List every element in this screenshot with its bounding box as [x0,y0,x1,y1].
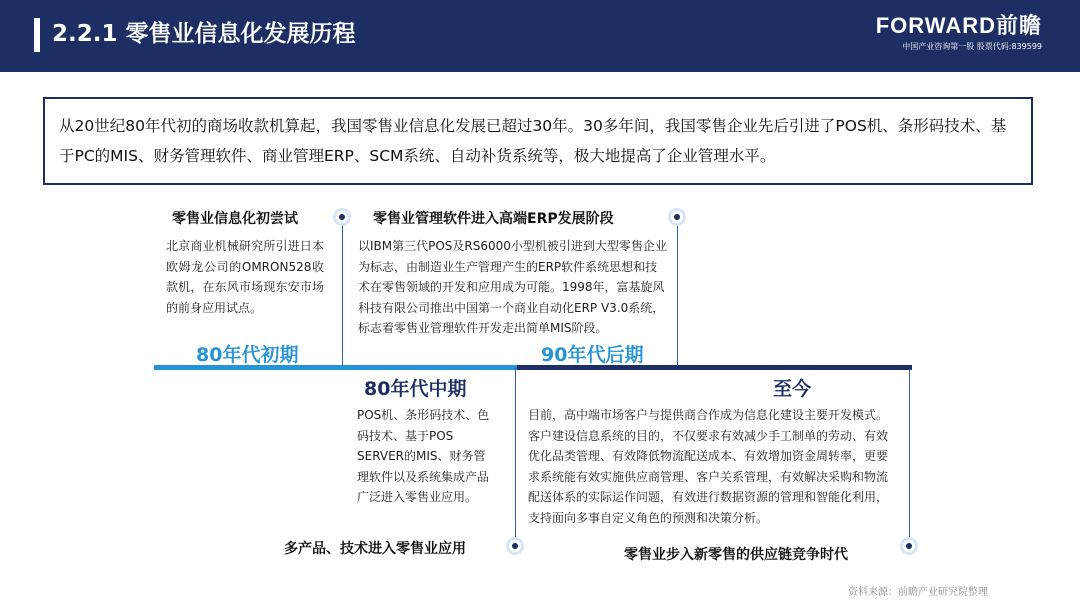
header-bar [0,0,1080,72]
timeline-dot-now [900,537,918,555]
timeline-dot-80s-early [333,208,351,226]
page-title: 2.2.1 零售业信息化发展历程 [52,21,356,47]
stage-body-80s-early: 北京商业机械研究所引进日本欧姆龙公司的OMRON528收款机，在东风市场现东安市场的前身应用试点。 [166,239,324,315]
connector-90s-late [677,218,678,366]
era-label-90s-late: 90年代后期 [541,344,644,366]
intro-box: 从20世纪80年代初的商场收款机算起，我国零售业信息化发展已超过30年。30多年间，我国零售企业先后引进了POS机、条形码技术、基于PC的MIS、财务管理软件、商业管理ERP、SCM系统、自动补货系统等，极大地提高了企业管理水平。 [43,97,1033,185]
stage-title-90s-late: 零售业管理软件进入高端ERP发展阶段 [373,211,614,227]
title-accent [34,18,40,52]
brand-tagline: 中国产业咨询第一股 股票代码:839599 [902,42,1042,51]
stage-title-now: 零售业步入新零售的供应链竞争时代 [624,547,848,563]
stage-title-80s-early: 零售业信息化初尝试 [172,211,298,227]
era-label-now: 至今 [773,378,812,400]
connector-80s-mid [515,368,516,546]
timeline-dot-90s-late [668,208,686,226]
stage-body-80s-mid: POS机、条形码技术、色码技术、基于POS SERVER的MIS、财务管理软件以及系统集成产品广泛进入零售业应用。 [357,408,490,504]
timeline-dot-80s-mid [506,537,524,555]
source-note: 资料来源：前瞻产业研究院整理 [848,587,988,598]
connector-80s-early [342,218,343,366]
era-label-80s-mid: 80年代中期 [364,378,467,400]
stage-title-80s-mid: 多产品、技术进入零售业应用 [284,541,466,557]
brand-logo: FORWARD前瞻 [875,13,1042,38]
connector-now [909,368,910,546]
era-label-80s-early: 80年代初期 [196,344,299,366]
brand [876,14,1042,53]
stage-body-now: 目前，高中端市场客户与提供商合作成为信息化建设主要开发模式。客户建设信息系统的目的，不仅要求有效减少手工制单的劳动、有效优化品类管理、有效降低物流配送成本、有效增加资金周转率，更要求系统能有效实施供应商管理、客户关系管理，有效解决采购和物流配送体系的实际运作问题，有效进行数据资源的管理和智能化利用，支持面向多事自定义角色的预测和决策分析。 [528,408,889,525]
stage-body-90s-late: 以IBM第三代POS及RS6000小型机被引进到大型零售企业为标志，由制造业生产管理产生的ERP软件系统思想和技术在零售领域的开发和应用成为可能。1998年，富基旋风科技有限公司推出中国第一个商业自动化ERP V3.0系统，标志着零售业管理软件开发走出简单MIS阶段。 [358,239,667,335]
